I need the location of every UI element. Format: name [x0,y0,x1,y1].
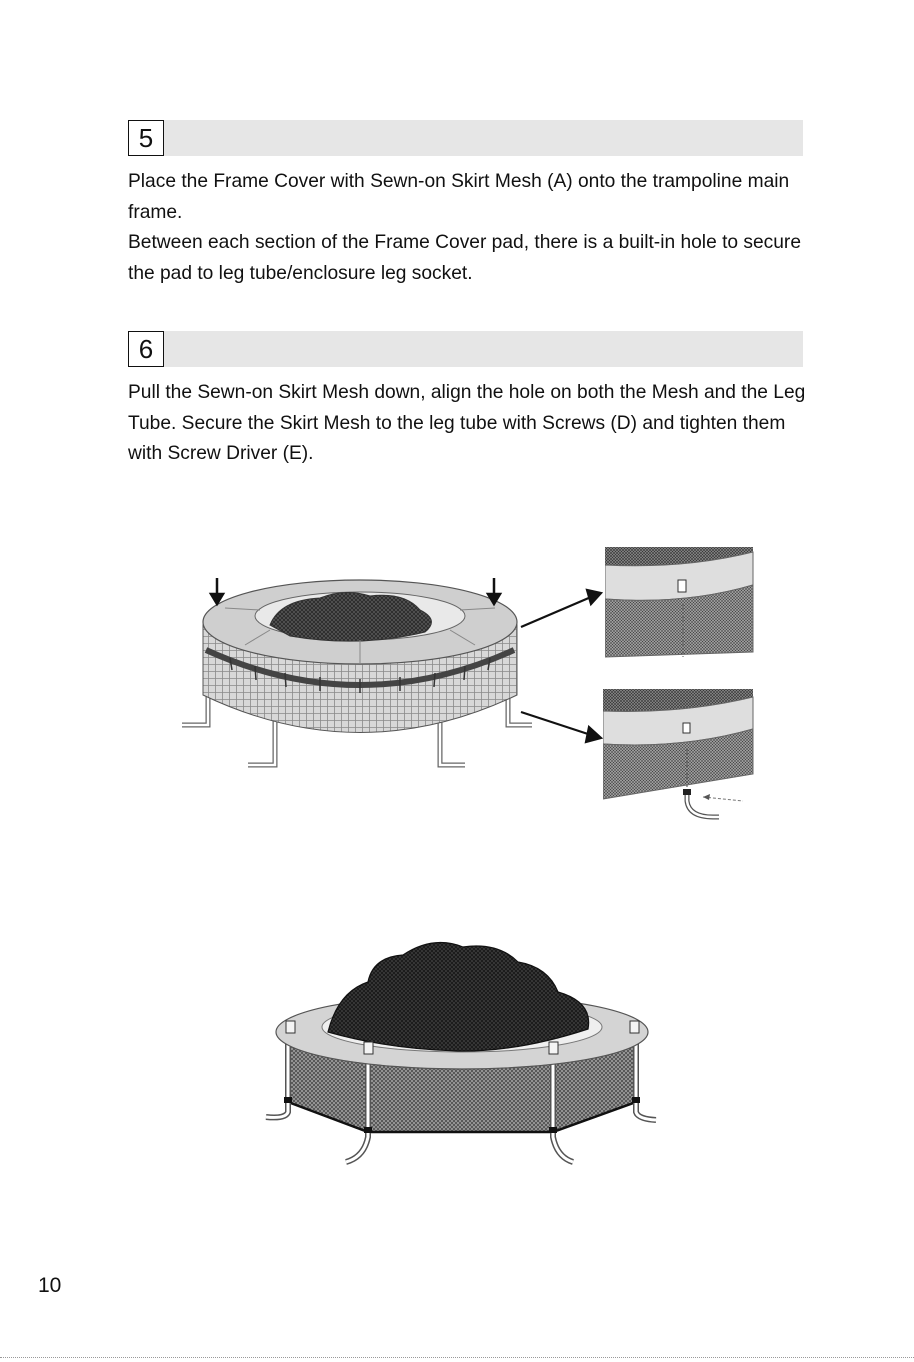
page-edge-divider [0,1357,914,1358]
step-6-header [128,331,803,367]
step-6-paragraph-1: Pull the Sewn-on Skirt Mesh down, align the hole on both the Mesh and the Leg Tube. Secure the Skirt Mesh to the leg tube with Screws (D) and tighten them with Screw Driver (E). [128,382,806,464]
trampoline-skirt-illustration [170,570,550,780]
trampoline-assembled-illustration [258,937,663,1169]
jumping-mat [328,943,589,1052]
detail-inset-screw [603,689,755,827]
step-6-number: 6 [128,331,164,367]
step-6-instructions [128,378,818,470]
callout-arrows [515,585,610,745]
step-5-paragraph-1: Place the Frame Cover with Sewn-on Skirt Mesh (A) onto the trampoline main frame. [128,171,790,223]
step-5-number: 5 [128,120,164,156]
step-5-instructions [128,167,818,289]
detail-inset-pad-hole [605,547,755,659]
step-5-header [128,120,803,156]
page-number: 10 [38,1274,62,1297]
step-5-paragraph-2: Between each section of the Frame Cover pad, there is a built-in hole to secure the pad to leg tube/enclosure leg socket. [128,232,801,284]
